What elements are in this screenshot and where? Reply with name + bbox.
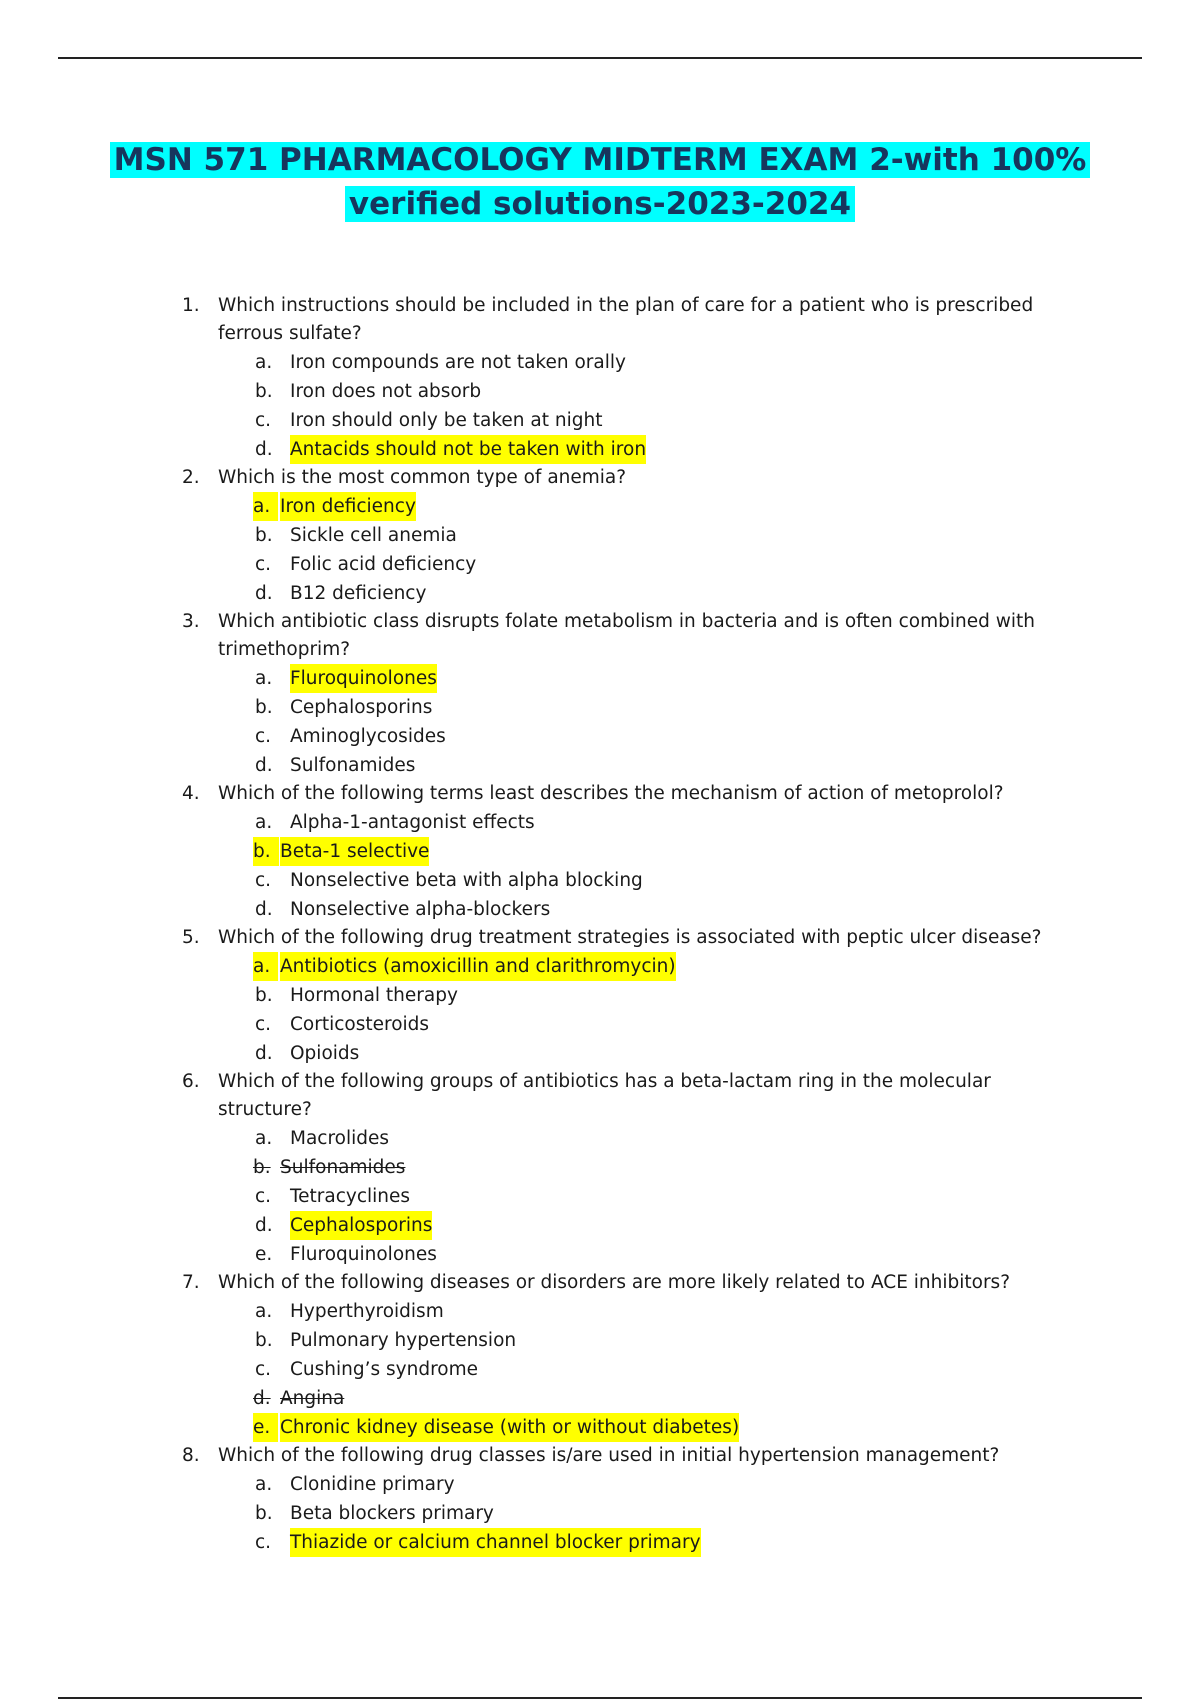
option-letter: b.: [255, 1330, 273, 1351]
question-4: [0, 780, 1200, 924]
option: [0, 866, 1200, 895]
question-5: [0, 924, 1200, 1068]
question-1: [0, 292, 1200, 464]
title-line-1: MSN 571 PHARMACOLOGY MIDTERM EXAM 2-with 100%: [110, 142, 1091, 178]
option-letter: d.: [255, 755, 273, 776]
option-letter: a.: [255, 1474, 273, 1495]
option-text: Iron deficiency: [280, 492, 416, 521]
option-highlighted: [0, 664, 1200, 693]
option-text: Hyperthyroidism: [290, 1301, 444, 1322]
bottom-rule: [58, 1697, 1142, 1699]
option: [0, 751, 1200, 780]
option-highlighted: [0, 837, 1200, 866]
option: [0, 1470, 1200, 1499]
option-text: Cephalosporins: [290, 1211, 432, 1240]
option: [0, 808, 1200, 837]
option: [0, 377, 1200, 406]
option-highlighted: [0, 1528, 1200, 1557]
option: [0, 1039, 1200, 1068]
option: [0, 348, 1200, 377]
option-text: Hormonal therapy: [290, 985, 458, 1006]
option-text: B12 deficiency: [290, 583, 427, 604]
option-text: Clonidine primary: [290, 1474, 455, 1495]
option: [0, 895, 1200, 924]
question-text: Which of the following drug classes is/are used in initial hypertension management?: [218, 1445, 1000, 1466]
option-letter: c.: [255, 1532, 272, 1553]
option-text: Sulfonamides: [290, 755, 416, 776]
question-text: Which is the most common type of anemia?: [218, 467, 627, 488]
option-highlighted: [0, 492, 1200, 521]
option-struck: [0, 1153, 1200, 1182]
option-letter: d.: [255, 899, 273, 920]
option-text: Nonselective alpha-blockers: [290, 899, 551, 920]
option-letter: b.: [253, 837, 279, 866]
option: [0, 1499, 1200, 1528]
option-text: Cephalosporins: [290, 697, 433, 718]
option-text: Sickle cell anemia: [290, 525, 457, 546]
option-letter: b.: [255, 697, 273, 718]
option-text: Macrolides: [290, 1128, 390, 1149]
question-text: Which antibiotic class disrupts folate metabolism in bacteria and is often combined with trimethoprim?: [218, 611, 1035, 660]
option-letter: d.: [255, 439, 273, 460]
option-letter: a.: [255, 1301, 273, 1322]
option-highlighted: [0, 435, 1200, 464]
option-letter: c.: [255, 726, 272, 747]
question-text: Which of the following drug treatment strategies is associated with peptic ulcer disease?: [218, 927, 1042, 948]
option-letter: c.: [255, 1186, 272, 1207]
option-letter: a.: [255, 1128, 273, 1149]
option-letter: c.: [255, 1014, 272, 1035]
option-text: Opioids: [290, 1043, 360, 1064]
option-text: Aminoglycosides: [290, 726, 446, 747]
option: [0, 1297, 1200, 1326]
question-number: 4.: [182, 783, 200, 804]
question-number: 7.: [182, 1272, 200, 1293]
question-number: 6.: [182, 1071, 200, 1092]
question-7: [0, 1269, 1200, 1442]
option: [0, 579, 1200, 608]
option: [0, 1182, 1200, 1211]
option-text: Iron does not absorb: [290, 381, 482, 402]
option-letter: c.: [255, 1359, 272, 1380]
question-text: Which instructions should be included in the plan of care for a patient who is prescribed ferrous sulfate?: [218, 295, 1034, 344]
option-letter: d.: [255, 1043, 273, 1064]
top-rule: [58, 57, 1142, 59]
option-text: Tetracyclines: [290, 1186, 411, 1207]
option-letter: a.: [253, 492, 278, 521]
title-line-2: verified solutions-2023-2024: [345, 186, 855, 222]
question-3: [0, 608, 1200, 780]
option-text: Fluroquinolones: [290, 1244, 437, 1265]
option-text: Antibiotics (amoxicillin and clarithromycin): [280, 952, 676, 981]
option-text: Iron compounds are not taken orally: [290, 352, 626, 373]
option-text: Alpha-1-antagonist effects: [290, 812, 535, 833]
option: [0, 1240, 1200, 1269]
option-letter: a.: [255, 352, 273, 373]
question-text: Which of the following diseases or disorders are more likely related to ACE inhibitors?: [218, 1272, 1011, 1293]
option-letter: d.: [255, 1215, 273, 1236]
question-8: [0, 1442, 1200, 1557]
option-text: Nonselective beta with alpha blocking: [290, 870, 643, 891]
option: [0, 693, 1200, 722]
option-letter: b.: [255, 985, 273, 1006]
option-letter: d.: [253, 1388, 271, 1409]
option: [0, 1326, 1200, 1355]
option-highlighted: [0, 952, 1200, 981]
option-highlighted: [0, 1413, 1200, 1442]
question-number: 3.: [182, 611, 200, 632]
option-letter: b.: [255, 525, 273, 546]
option-text: Chronic kidney disease (with or without diabetes): [280, 1413, 739, 1442]
question-number: 5.: [182, 927, 200, 948]
option-text: Antacids should not be taken with iron: [290, 435, 646, 464]
option-text: Corticosteroids: [290, 1014, 430, 1035]
option-letter: c.: [255, 870, 272, 891]
option: [0, 550, 1200, 579]
option-text: Iron should only be taken at night: [290, 410, 603, 431]
option-letter: e.: [255, 1244, 273, 1265]
option-letter: d.: [255, 583, 273, 604]
question-2: [0, 464, 1200, 608]
question-number: 1.: [182, 295, 200, 316]
option-letter: b.: [253, 1157, 271, 1178]
option-letter: c.: [255, 410, 272, 431]
page-title: [60, 138, 1140, 226]
option-struck: [0, 1384, 1200, 1413]
option-text: Sulfonamides: [280, 1157, 406, 1178]
question-text: Which of the following terms least describes the mechanism of action of metoprolol?: [218, 783, 1004, 804]
option: [0, 722, 1200, 751]
question-number: 8.: [182, 1445, 200, 1466]
option-letter: a.: [253, 952, 278, 981]
option: [0, 1010, 1200, 1039]
option: [0, 1124, 1200, 1153]
option: [0, 406, 1200, 435]
question-list: [0, 292, 1200, 1557]
option-letter: b.: [255, 381, 273, 402]
option-text: Fluroquinolones: [290, 664, 437, 693]
option-letter: c.: [255, 554, 272, 575]
option-text: Beta-1 selective: [280, 837, 429, 866]
option-letter: a.: [255, 812, 273, 833]
option: [0, 1355, 1200, 1384]
option-text: Thiazide or calcium channel blocker primary: [290, 1528, 701, 1557]
option: [0, 981, 1200, 1010]
option-text: Beta blockers primary: [290, 1503, 494, 1524]
option-letter: a.: [255, 668, 273, 689]
option-letter: b.: [255, 1503, 273, 1524]
question-number: 2.: [182, 467, 200, 488]
option: [0, 521, 1200, 550]
question-text: Which of the following groups of antibiotics has a beta-lactam ring in the molecular structure?: [218, 1071, 991, 1120]
option-text: Folic acid deficiency: [290, 554, 477, 575]
question-6: [0, 1068, 1200, 1269]
option-letter: e.: [253, 1413, 278, 1442]
option-text: Cushing’s syndrome: [290, 1359, 478, 1380]
option-text: Angina: [280, 1388, 345, 1409]
option-text: Pulmonary hypertension: [290, 1330, 517, 1351]
option-highlighted: [0, 1211, 1200, 1240]
